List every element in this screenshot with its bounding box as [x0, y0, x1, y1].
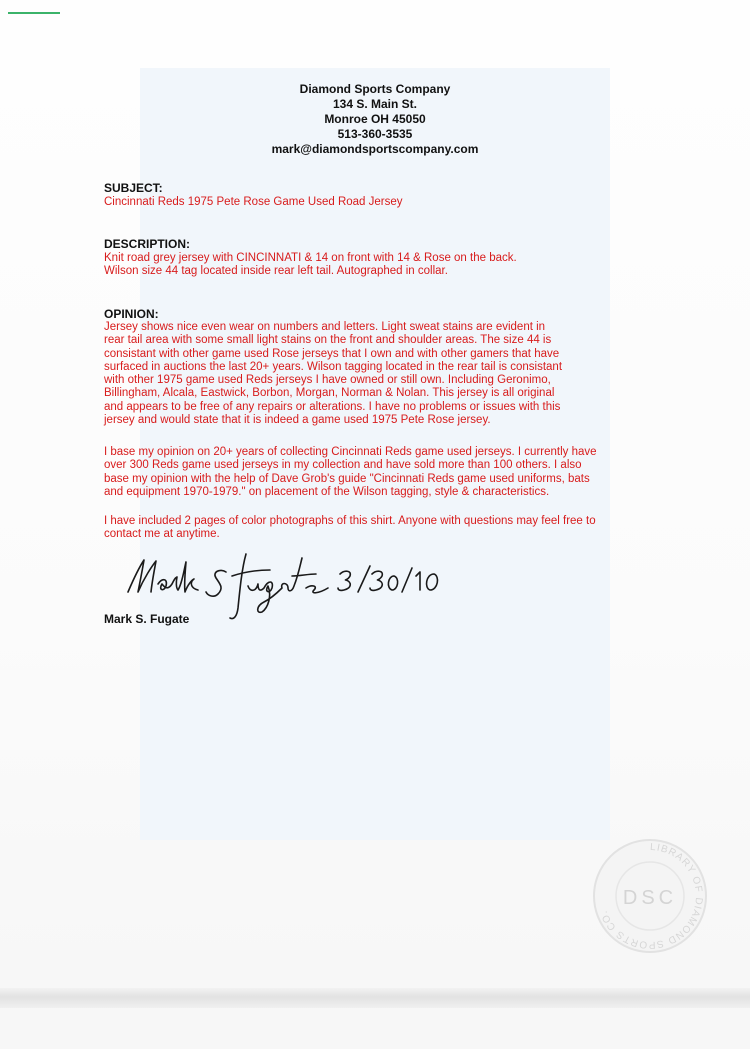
opinion-paragraph-3	[104, 515, 649, 542]
opinion-line: with other 1975 game used Reds jerseys I have owned or still own. Including Geronimo,	[104, 374, 551, 387]
description-line: Knit road grey jersey with CINCINNATI & 14 on front with 14 & Rose on the back.	[104, 252, 517, 264]
company-street: 134 S. Main St.	[332, 97, 418, 111]
company-phone: 513-360-3535	[337, 127, 413, 141]
description-line: Wilson size 44 tag located inside rear left tail. Autographed in collar.	[104, 265, 448, 278]
opinion-line: consistant with other game used Rose jerseys that I own and with other gamers that have	[104, 347, 560, 360]
opinion-line: jersey and would state that it is indeed a game used 1975 Pete Rose jersey.	[104, 414, 491, 427]
letterhead	[240, 82, 510, 157]
opinion-label: OPINION:	[104, 307, 159, 321]
opinion-line: Billingham, Alcala, Eastwick, Borbon, Morgan, Norman & Nolan. This jersey is all original	[104, 387, 555, 400]
opinion-paragraph-2	[104, 446, 649, 499]
company-email: mark@diamondsportscompany.com	[271, 142, 479, 156]
opinion-line: surfaced in auctions the last 20+ years. Wilson tagging located in the rear tail is consistant	[104, 360, 563, 373]
subject-text	[104, 196, 649, 209]
scan-bottom-margin	[0, 1008, 750, 1049]
svg-text:DSC: DSC	[622, 887, 678, 909]
subject-line: Cincinnati Reds 1975 Pete Rose Game Used Road Jersey	[104, 196, 403, 208]
opinion-line: base my opinion with the help of Dave Grob's guide "Cincinnati Reds game used uniforms, bats	[104, 472, 590, 485]
opinion-paragraph-1	[104, 321, 649, 427]
description-text	[104, 252, 649, 279]
opinion-line: rear tail area with some small light stains on the front and shoulder areas. The size 44 is	[104, 334, 552, 347]
svg-text:LIBRARY OF DIAMOND SPORTS CO.: LIBRARY OF DIAMOND SPORTS CO.	[598, 841, 705, 951]
opinion-line: I have included 2 pages of color photographs of this shirt. Anyone with questions may feel free to	[104, 515, 596, 527]
opinion-line: and equipment 1970-1979." on placement of the Wilson tagging, style & characteristics.	[104, 485, 550, 498]
opinion-line: I base my opinion on 20+ years of collecting Cincinnati Reds game used jerseys. I currently have	[104, 446, 597, 458]
company-name: Diamond Sports Company	[299, 82, 451, 96]
opinion-line: and appears to be free of any repairs or alterations. I have no problems or issues with this	[104, 400, 561, 413]
subject-label: SUBJECT:	[104, 181, 163, 195]
company-city: Monroe OH 45050	[324, 112, 426, 126]
opinion-line: contact me at anytime.	[104, 528, 220, 541]
embossed-seal	[590, 832, 710, 962]
scan-edge-mark	[8, 12, 60, 14]
description-label: DESCRIPTION:	[104, 237, 191, 251]
signer-name: Mark S. Fugate	[104, 612, 190, 626]
opinion-line: over 300 Reds game used jerseys in my collection and have sold more than 100 others. I also	[104, 459, 582, 472]
scan-bottom-edge	[0, 988, 750, 1008]
opinion-line: Jersey shows nice even wear on numbers and letters. Light sweat stains are evident in	[104, 321, 546, 333]
